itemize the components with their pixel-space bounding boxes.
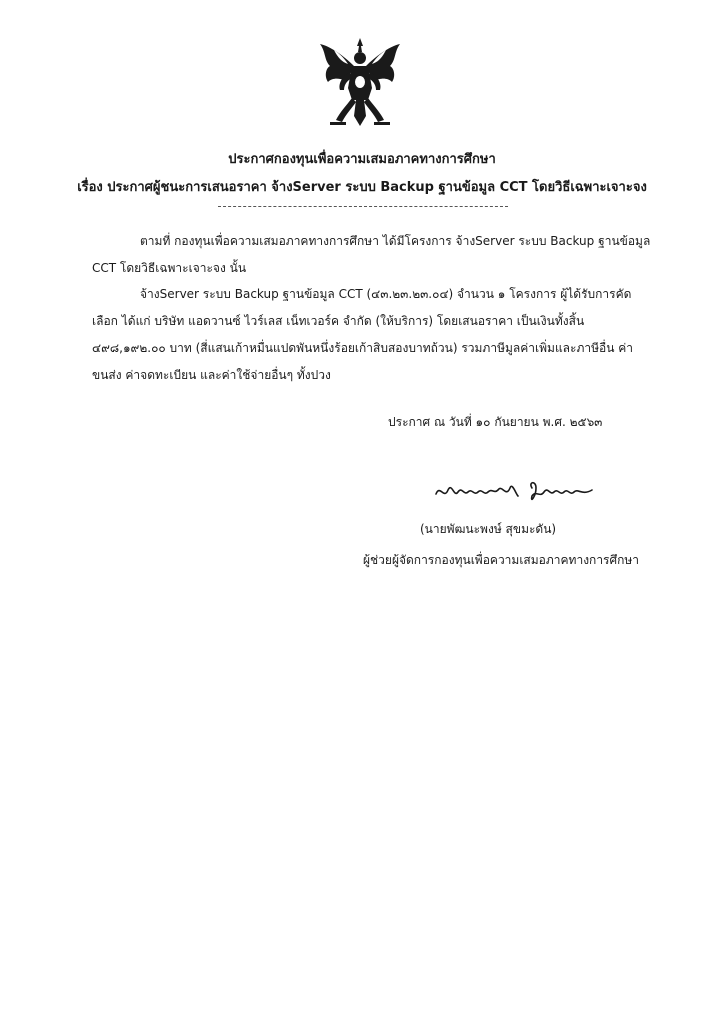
announcement-subject: เรื่อง ประกาศผู้ชนะการเสนอราคา จ้างServer ระบบ Backup ฐานข้อมูล CCT โดยวิธีเฉพาะเจาะจง — [77, 180, 647, 195]
announcement-date: ประกาศ ณ วันที่ ๑๐ กันยายน พ.ศ. ๒๕๖๓ — [388, 415, 603, 429]
paragraph-award: จ้างServer ระบบ Backup ฐานข้อมูล CCT (๔๓.๒๓.๒๓.๐๔) จำนวน ๑ โครงการ ผู้ได้รับการคัดเลือก ได้แก่ บริษัท แอดวานซ์ ไวร์เลส เน็ทเวอร์ค จำกัด (ให้บริการ) โดยเสนอราคา เป็นเงินทั้งสิ้น ๔๙๘,๑๙๒.๐๐ บาท (สี่แสนเก้าหมื่นแปดพันหนึ่งร้อยเก้าสิบสองบาทถ้วน) รวมภาษีมูลค่าเพิ่มและภาษีอื่น ค่าขนส่ง ค่าจดทะเบียน และค่าใช้จ่ายอื่นๆ ทั้งปวง — [92, 287, 634, 382]
handwritten-signature — [432, 474, 602, 508]
announcement-heading: ประกาศกองทุนเพื่อความเสมอภาคทางการศึกษา — [228, 152, 496, 167]
garuda-emblem-icon — [316, 36, 404, 132]
divider-line — [218, 206, 508, 207]
signer-position: ผู้ช่วยผู้จัดการกองทุนเพื่อความเสมอภาคทางการศึกษา — [363, 553, 640, 567]
paragraph-intro: ตามที่ กองทุนเพื่อความเสมอภาคทางการศึกษา ได้มีโครงการ จ้างServer ระบบ Backup ฐานข้อมูล CCT โดยวิธีเฉพาะเจาะจง นั้น — [92, 234, 651, 275]
signer-name: (นายพัฒนะพงษ์ สุขมะดัน) — [420, 522, 557, 536]
